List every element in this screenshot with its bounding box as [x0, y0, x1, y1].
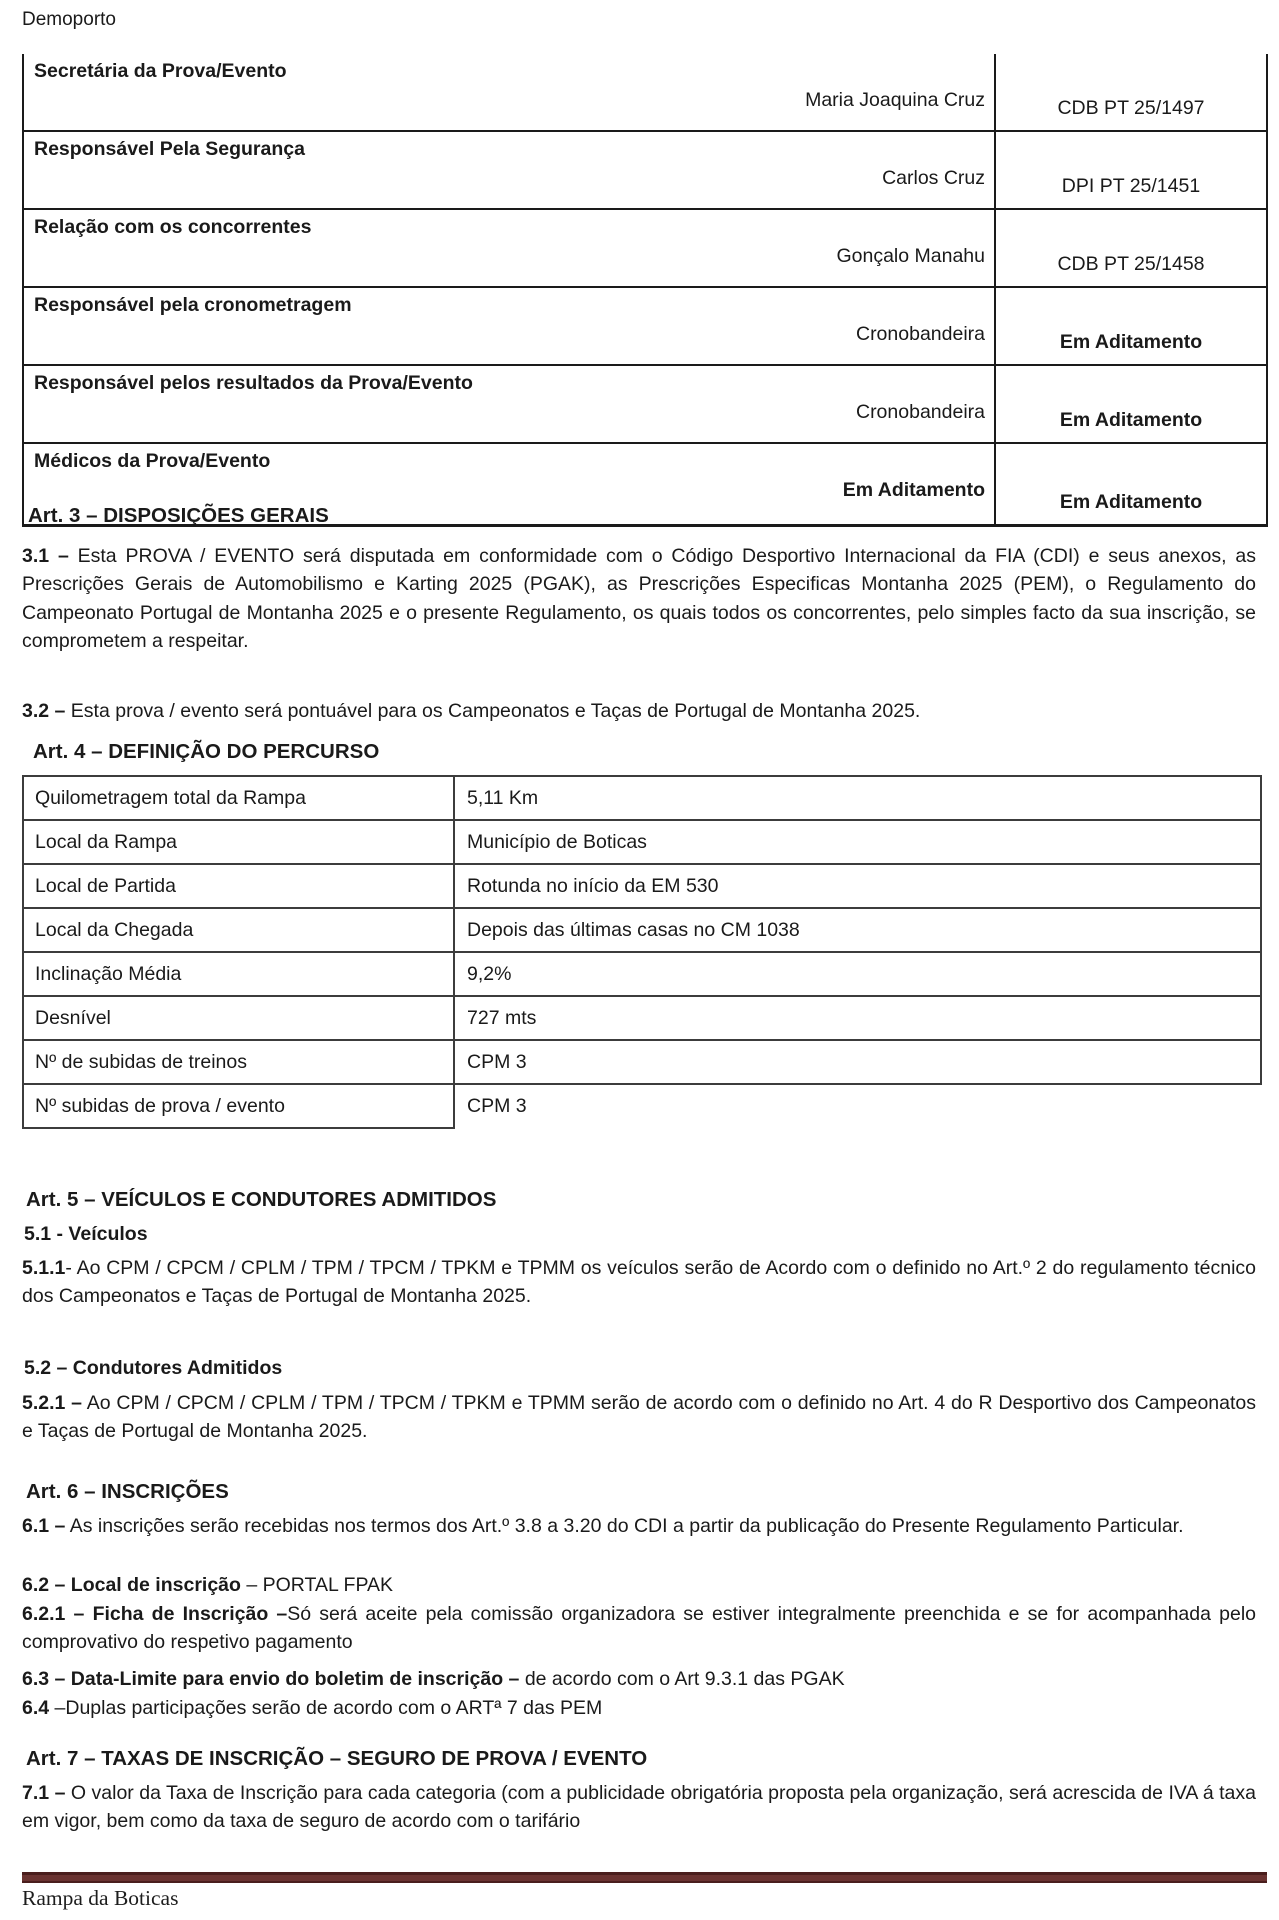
paragraph-3-1 — [22, 542, 1256, 656]
course-attribute-value: 9,2% — [454, 952, 1261, 996]
paragraph-3-2 — [22, 697, 1256, 725]
official-role-label: Responsável pela cronometragem — [34, 294, 352, 316]
official-role-name-cell — [23, 54, 995, 131]
course-definition-table — [22, 775, 1262, 1129]
officials-table-row — [23, 209, 1267, 287]
course-attribute-label: Nº de subidas de treinos — [23, 1040, 454, 1084]
paragraph-6-2-1-text: Só será aceite pela comissão organizadora se estiver integralmente preenchida e se for acompanhada pelo comprovativo do respetivo pagamento — [22, 1603, 1257, 1654]
paragraph-5-2-1-text: Ao CPM / CPCM / CPLM / TPM / TPCM / TPKM e TPMM serão de acordo com o definido no Art. 4 do R Desportivo dos Campeonatos e Taças de Portugal de Montanha 2025. — [22, 1392, 1256, 1443]
official-licence-cell — [995, 131, 1267, 209]
paragraph-7-1-number: 7.1 – — [22, 1782, 66, 1804]
official-licence: DPI PT 25/1451 — [1061, 175, 1201, 197]
official-role-label: Responsável pelos resultados da Prova/Evento — [34, 372, 473, 394]
official-licence: CDB PT 25/1458 — [1057, 253, 1205, 275]
course-definition-row — [23, 908, 1261, 952]
paragraph-6-4-bold: 6.4 — [22, 1697, 50, 1719]
paragraph-6-2-text: – PORTAL FPAK — [240, 1574, 394, 1596]
paragraph-5-2-1-number: 5.2.1 – — [22, 1392, 83, 1414]
paragraph-6-1-number: 6.1 – — [22, 1515, 66, 1537]
official-name: Cronobandeira — [855, 401, 985, 423]
official-role-label: Secretária da Prova/Evento — [34, 60, 287, 82]
official-name: Gonçalo Manahu — [836, 245, 985, 267]
official-role-name-cell — [23, 287, 995, 365]
course-definition-row — [23, 820, 1261, 864]
article-7-heading: Art. 7 – TAXAS DE INSCRIÇÃO – SEGURO DE PROVA / EVENTO — [26, 1747, 648, 1770]
footer-document-title: Rampa da Boticas — [22, 1886, 179, 1910]
official-name: Em Aditamento — [842, 479, 985, 501]
paragraph-3-2-number: 3.2 – — [22, 700, 66, 722]
paragraph-6-1 — [22, 1512, 1256, 1540]
official-name: Carlos Cruz — [882, 167, 985, 189]
course-definition-row — [23, 952, 1261, 996]
officials-table-body — [23, 54, 1267, 526]
course-definition-table-body — [23, 776, 1261, 1128]
official-licence-cell — [995, 54, 1267, 131]
course-definition-row — [23, 1084, 1261, 1128]
officials-table-row — [23, 131, 1267, 209]
course-attribute-label: Nº subidas de prova / evento — [23, 1084, 454, 1128]
official-role-name-cell — [23, 131, 995, 209]
official-role-name-cell — [23, 365, 995, 443]
course-definition-row — [23, 1040, 1261, 1084]
course-definition-row — [23, 996, 1261, 1040]
paragraph-5-1-1-number: 5.1.1 — [22, 1257, 66, 1279]
course-attribute-value: CPM 3 — [454, 1084, 1261, 1128]
paragraph-6-3 — [22, 1665, 1256, 1693]
course-attribute-label: Inclinação Média — [23, 952, 454, 996]
paragraph-6-4-text: –Duplas participações serão de acordo com o ARTª 7 das PEM — [49, 1697, 603, 1719]
official-name: Maria Joaquina Cruz — [805, 89, 985, 111]
paragraph-3-2-text: Esta prova / evento será pontuável para os Campeonatos e Taças de Portugal de Montanha 2025. — [65, 700, 921, 722]
paragraph-6-4 — [22, 1694, 1256, 1722]
course-definition-row — [23, 776, 1261, 820]
official-role-label: Médicos da Prova/Evento — [34, 450, 271, 472]
official-role-label: Relação com os concorrentes — [34, 216, 312, 238]
paragraph-5-1-1 — [22, 1254, 1256, 1311]
article-6-heading: Art. 6 – INSCRIÇÕES — [26, 1480, 229, 1503]
officials-table-row — [23, 54, 1267, 131]
officials-table — [22, 54, 1268, 527]
official-role-name-cell — [23, 209, 995, 287]
course-attribute-label: Local da Chegada — [23, 908, 454, 952]
paragraph-5-2-1 — [22, 1389, 1256, 1446]
course-attribute-label: Local de Partida — [23, 864, 454, 908]
paragraph-6-3-text: de acordo com o Art 9.3.1 das PGAK — [519, 1668, 845, 1690]
course-attribute-label: Desnível — [23, 996, 454, 1040]
section-5-2-heading: 5.2 – Condutores Admitidos — [24, 1357, 283, 1379]
paragraph-3-1-text: Esta PROVA / EVENTO será disputada em conformidade com o Código Desportivo Internacional da FIA (CDI) e seus anexos, as Prescrições Gerais de Automobilismo e Karting 2025 (PGAK), as Prescrições Especificas Montanha 2025 (PEM), o Regulamento do Campeonato Portugal de Montanha 2025 e o presente Regulamento, os quais todos os concorrentes, pelo simples facto da sua inscrição, se comprometem a respeitar. — [22, 545, 1256, 653]
official-licence-cell — [995, 365, 1267, 443]
paragraph-6-2-1 — [22, 1600, 1256, 1657]
paragraph-6-2 — [22, 1571, 1256, 1599]
official-licence: Em Aditamento — [1059, 409, 1203, 431]
course-attribute-value: Depois das últimas casas no CM 1038 — [454, 908, 1261, 952]
official-licence: Em Aditamento — [1059, 491, 1203, 513]
officials-table-row — [23, 287, 1267, 365]
paragraph-7-1 — [22, 1779, 1256, 1836]
official-licence: CDB PT 25/1497 — [1057, 97, 1205, 119]
paragraph-6-2-1-bold: 6.2.1 – Ficha de Inscrição – — [22, 1603, 288, 1625]
course-attribute-value: CPM 3 — [454, 1040, 1261, 1084]
paragraph-7-1-text: O valor da Taxa de Inscrição para cada categoria (com a publicidade obrigatória proposta pela organização, será acrescida de IVA á taxa em vigor, bem como da taxa de seguro de acordo com o tarifário — [22, 1782, 1256, 1833]
official-role-label: Responsável Pela Segurança — [34, 138, 305, 160]
article-4-heading: Art. 4 – DEFINIÇÃO DO PERCURSO — [33, 740, 380, 763]
article-3-heading: Art. 3 – DISPOSIÇÕES GERAIS — [28, 504, 329, 527]
course-attribute-label: Quilometragem total da Rampa — [23, 776, 454, 820]
course-attribute-value: Município de Boticas — [454, 820, 1261, 864]
paragraph-6-3-bold: 6.3 – Data-Limite para envio do boletim de inscrição – — [22, 1668, 520, 1690]
window-header-text: Demoporto — [22, 9, 116, 30]
course-attribute-value: Rotunda no início da EM 530 — [454, 864, 1261, 908]
course-attribute-value: 727 mts — [454, 996, 1261, 1040]
official-licence-cell — [995, 209, 1267, 287]
official-licence-cell — [995, 287, 1267, 365]
course-attribute-value: 5,11 Km — [454, 776, 1261, 820]
paragraph-6-1-text: As inscrições serão recebidas nos termos dos Art.º 3.8 a 3.20 do CDI a partir da publicação do Presente Regulamento Particular. — [65, 1515, 1184, 1537]
section-5-1-heading: 5.1 - Veículos — [24, 1223, 148, 1245]
course-attribute-label: Local da Rampa — [23, 820, 454, 864]
paragraph-3-1-number: 3.1 – — [22, 545, 69, 567]
officials-table-row — [23, 365, 1267, 443]
article-5-heading: Art. 5 – VEÍCULOS E CONDUTORES ADMITIDOS — [26, 1188, 497, 1211]
official-name: Cronobandeira — [855, 323, 985, 345]
official-licence: Em Aditamento — [1059, 331, 1203, 353]
footer-divider-bar — [22, 1872, 1267, 1883]
paragraph-5-1-1-text: - Ao CPM / CPCM / CPLM / TPM / TPCM / TPKM e TPMM os veículos serão de Acordo com o definido no Art.º 2 do regulamento técnico dos Campeonatos e Taças de Portugal de Montanha 2025. — [22, 1257, 1256, 1308]
paragraph-6-2-bold: 6.2 – Local de inscrição — [22, 1574, 241, 1596]
official-licence-cell — [995, 443, 1267, 526]
course-definition-row — [23, 864, 1261, 908]
